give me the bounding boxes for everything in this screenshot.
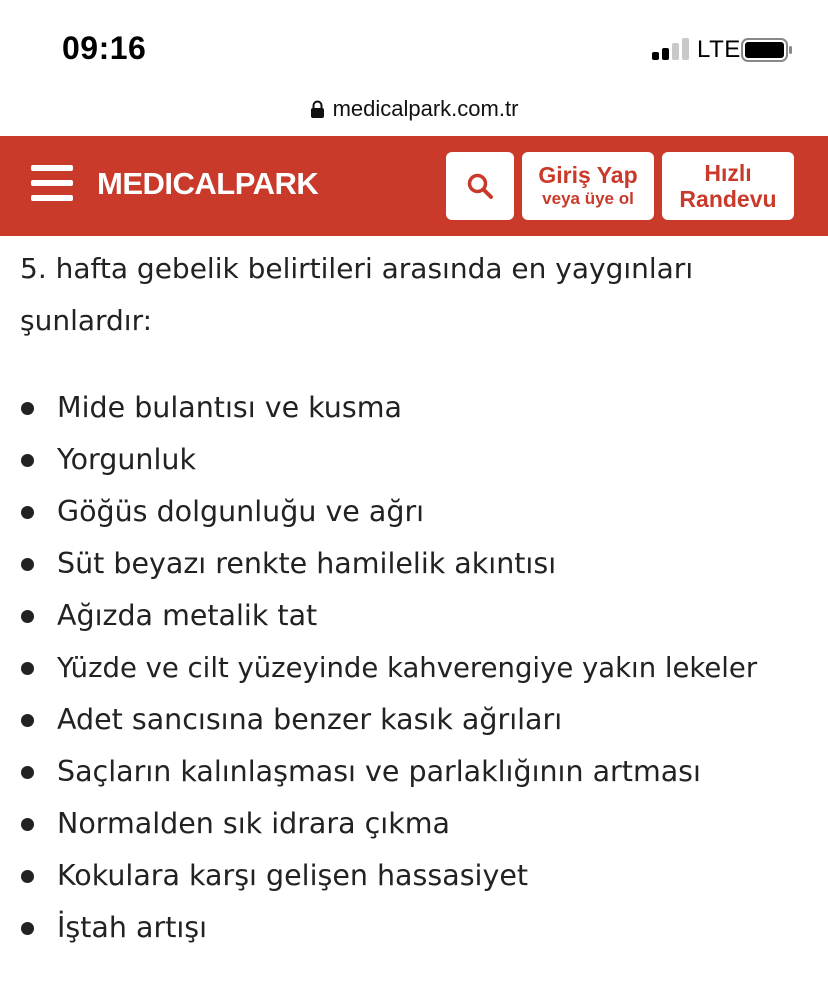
status-bar: [0, 0, 828, 92]
network-type: LTE: [697, 36, 741, 63]
bullet-icon: [21, 818, 34, 831]
list-item: [0, 434, 828, 486]
list-item: [0, 538, 828, 590]
list-item-text: Süt beyazı renkte hamilelik akıntısı: [57, 547, 557, 580]
bullet-icon: [21, 558, 34, 571]
bullet-icon: [21, 714, 34, 727]
login-button-label: Giriş Yap: [538, 162, 638, 188]
bullet-icon: [21, 662, 34, 675]
bullet-icon: [21, 402, 34, 415]
list-item: [0, 642, 828, 694]
appointment-label-line2: Randevu: [679, 186, 777, 212]
bullet-icon: [21, 766, 34, 779]
lock-icon: [310, 100, 325, 119]
list-item: [0, 746, 828, 798]
list-item: [0, 902, 828, 954]
status-time: 09:16: [62, 30, 147, 66]
intro-paragraph: 5. hafta gebelik belirtileri arasında en yaygınları şunlardır:: [20, 252, 694, 337]
search-icon: [466, 172, 494, 200]
list-item-text: Normalden sık idrara çıkma: [57, 807, 450, 840]
list-item: [0, 694, 828, 746]
bullet-icon: [21, 610, 34, 623]
list-item-text: Adet sancısına benzer kasık ağrıları: [57, 703, 563, 736]
list-item: [0, 590, 828, 642]
list-item-text: İştah artışı: [57, 911, 208, 944]
bullet-icon: [21, 922, 34, 935]
signal-strength-icon: [652, 38, 690, 60]
list-item-text: Mide bulantısı ve kusma: [57, 391, 402, 424]
list-item-text: Yüzde ve cilt yüzeyinde kahverengiye yakın lekeler: [57, 652, 758, 684]
list-item-text: Saçların kalınlaşması ve parlaklığının artması: [57, 755, 701, 788]
site-logo[interactable]: MEDICALPARK: [97, 166, 319, 201]
list-item-text: Yorgunluk: [57, 443, 196, 476]
list-item: [0, 798, 828, 850]
menu-icon[interactable]: [31, 165, 73, 201]
quick-appointment-button[interactable]: [662, 152, 794, 220]
login-button[interactable]: [522, 152, 654, 220]
list-item-text: Ağızda metalik tat: [57, 599, 318, 632]
signup-label: veya üye ol: [542, 189, 634, 208]
list-item: [0, 486, 828, 538]
list-item-text: Kokulara karşı gelişen hassasiyet: [57, 859, 529, 892]
battery-icon: [741, 38, 793, 62]
symptom-list: [0, 382, 828, 954]
url-text: medicalpark.com.tr: [332, 96, 519, 121]
appointment-label-line1: Hızlı: [704, 160, 752, 186]
list-item-text: Göğüs dolgunluğu ve ağrı: [57, 495, 425, 528]
search-button[interactable]: [446, 152, 514, 220]
bullet-icon: [21, 454, 34, 467]
list-item: [0, 850, 828, 902]
address-bar[interactable]: [0, 92, 828, 136]
list-item: [0, 382, 828, 434]
bullet-icon: [21, 870, 34, 883]
bullet-icon: [21, 506, 34, 519]
